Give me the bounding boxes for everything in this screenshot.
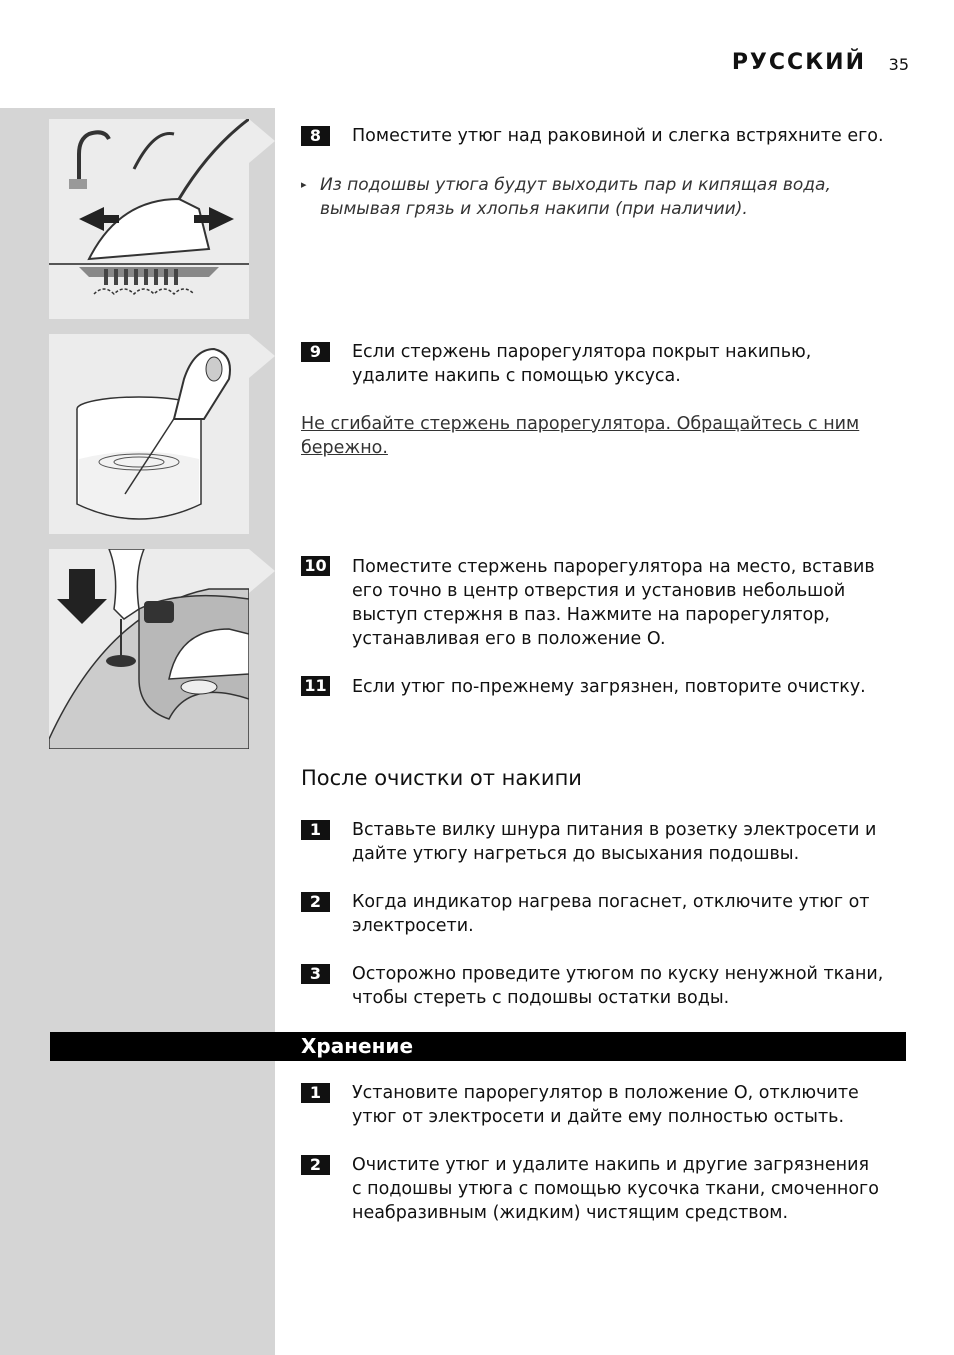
after-step-3-text: Осторожно проведите утюгом по куску ненужной ткани, чтобы стереть с подошвы остатки воды. — [352, 964, 884, 1008]
triangle-bullet-icon: ▸ — [301, 178, 307, 191]
warning-note: Не сгибайте стержень парорегулятора. Обращайтесь с ним бережно. — [301, 414, 860, 458]
storage-step-1-text: Установите парорегулятор в положение O, отключите утюг от электросети и дайте ему полностью остыть. — [352, 1083, 859, 1127]
illustration-iron-over-sink — [49, 119, 249, 319]
section-heading-after-descaling: После очистки от накипи — [301, 766, 582, 790]
after-step-2-text: Когда индикатор нагрева погаснет, отключите утюг от электросети. — [352, 892, 870, 936]
after-step-number-2: 2 — [301, 892, 330, 912]
after-step-number-3: 3 — [301, 964, 330, 984]
storage-step-number-2: 2 — [301, 1155, 330, 1175]
figure-pointer — [249, 119, 275, 163]
storage-step-number-1: 1 — [301, 1083, 330, 1103]
figure-pointer — [249, 334, 275, 378]
step-11-text: Если утюг по-прежнему загрязнен, повторите очистку. — [352, 677, 866, 697]
figure-pointer — [249, 549, 275, 593]
result-bullet-text: Из подошвы утюга будут выходить пар и кипящая вода, вымывая грязь и хлопья накипи (при наличии). — [320, 175, 831, 219]
step-number-10: 10 — [301, 556, 330, 576]
step-number-8: 8 — [301, 126, 330, 146]
storage-step-2-text: Очистите утюг и удалите накипь и другие загрязнения с подошвы утюга с помощью кусочка ткани, смоченного неабразивным (жидким) чистящим средством. — [352, 1155, 879, 1223]
result-bullet — [301, 173, 901, 221]
step-number-11: 11 — [301, 676, 330, 696]
step-9-text: Если стержень парорегулятора покрыт накипью, удалите накипь с помощью уксуса. — [352, 342, 812, 386]
step-10-text: Поместите стержень парорегулятора на место, вставив его точно в центр отверстия и установив небольшой выступ стержня в паз. Нажмите на парорегулятор, устанавливая его в положение O. — [352, 557, 875, 649]
after-step-number-1: 1 — [301, 820, 330, 840]
step-number-9: 9 — [301, 342, 330, 362]
step-8-text: Поместите утюг над раковиной и слегка встряхните его. — [352, 126, 884, 146]
page-number: 35 — [888, 55, 909, 74]
language-header: РУССКИЙ — [731, 50, 866, 75]
section-bar-storage — [50, 1032, 906, 1061]
illustration-insert-steam-rod — [49, 549, 249, 749]
section-title-storage: Хранение — [301, 1034, 414, 1058]
illustration-steam-rod-in-vinegar — [49, 334, 249, 534]
after-step-1-text: Вставьте вилку шнура питания в розетку электросети и дайте утюгу нагреться до высыхания подошвы. — [352, 820, 877, 864]
